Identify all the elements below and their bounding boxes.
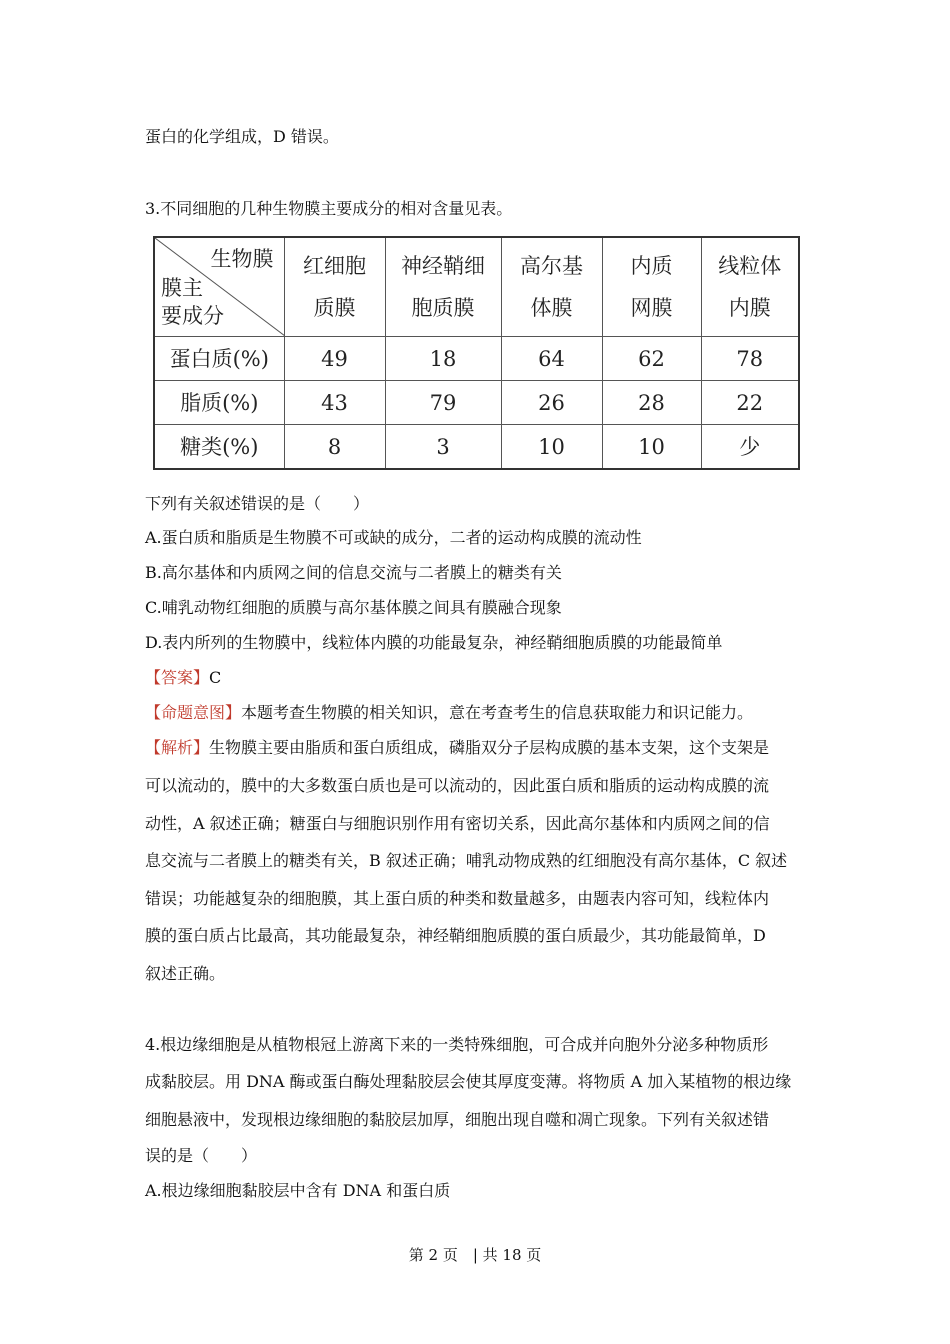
question-3-stem: 下列有关叙述错误的是（ ）	[145, 494, 370, 513]
table-cell: 10	[602, 425, 701, 470]
table-cell: 22	[701, 381, 799, 425]
question-4-line: 4.根边缘细胞是从植物根冠上游离下来的一类特殊细胞，可合成并向胞外分泌多种物质形	[145, 1035, 769, 1054]
intent-line: 【命题意图】本题考查生物膜的相关知识，意在考查考生的信息获取能力和识记能力。	[145, 703, 754, 722]
option-d: D.表内所列的生物膜中，线粒体内膜的功能最复杂，神经鞘细胞质膜的功能最简单	[145, 633, 723, 652]
corner-bottom-label: 膜主 要成分	[161, 276, 224, 328]
table-cell: 79	[385, 381, 501, 425]
membrane-composition-table	[153, 236, 800, 470]
option-b: B.高尔基体和内质网之间的信息交流与二者膜上的糖类有关	[145, 563, 562, 582]
analysis-line: 可以流动的，膜中的大多数蛋白质也是可以流动的，因此蛋白质和脂质的运动构成膜的流	[145, 776, 770, 795]
analysis-line: 【解析】生物膜主要由脂质和蛋白质组成，磷脂双分子层构成膜的基本支架，这个支架是	[145, 738, 770, 757]
table-cell: 64	[501, 337, 602, 381]
row-label: 蛋白质(%)	[154, 337, 284, 381]
analysis-line: 错误；功能越复杂的细胞膜，其上蛋白质的种类和数量越多，由题表内容可知，线粒体内	[145, 889, 770, 908]
row-label: 脂质(%)	[154, 381, 284, 425]
table-cell: 43	[284, 381, 385, 425]
intent-tag: 【命题意图】	[145, 703, 242, 722]
table-cell: 8	[284, 425, 385, 470]
table-cell: 18	[385, 337, 501, 381]
question-4-line: 细胞悬液中，发现根边缘细胞的黏胶层加厚，细胞出现自噬和凋亡现象。下列有关叙述错	[145, 1110, 770, 1129]
table-cell: 49	[284, 337, 385, 381]
option-a: A.根边缘细胞黏胶层中含有 DNA 和蛋白质	[145, 1181, 451, 1200]
header-cell: 高尔基 体膜	[501, 237, 602, 337]
option-a: A.蛋白质和脂质是生物膜不可或缺的成分，二者的运动构成膜的流动性	[145, 528, 642, 547]
table-cell: 少	[701, 425, 799, 470]
header-cell: 线粒体 内膜	[701, 237, 799, 337]
table-row	[154, 381, 799, 425]
answer-value: C	[209, 668, 222, 687]
question-4-line: 成黏胶层。用 DNA 酶或蛋白酶处理黏胶层会使其厚度变薄。将物质 A 加入某植物的根边缘	[145, 1072, 792, 1091]
table-header-row	[154, 237, 799, 337]
text-line: 蛋白的化学组成，D 错误。	[145, 127, 339, 146]
table-row	[154, 425, 799, 470]
table-row	[154, 337, 799, 381]
header-cell: 神经鞘细 胞质膜	[385, 237, 501, 337]
analysis-tag: 【解析】	[145, 738, 210, 757]
table-cell: 10	[501, 425, 602, 470]
option-c: C.哺乳动物红细胞的质膜与高尔基体膜之间具有膜融合现象	[145, 598, 562, 617]
analysis-line: 叙述正确。	[145, 964, 226, 983]
corner-top-label: 生物膜	[210, 247, 274, 271]
table-corner-cell	[154, 237, 284, 337]
analysis-line: 膜的蛋白质占比最高，其功能最复杂，神经鞘细胞质膜的蛋白质最少，其功能最简单，D	[145, 926, 766, 945]
table-cell: 26	[501, 381, 602, 425]
table-cell: 62	[602, 337, 701, 381]
question-4-line: 误的是（ ）	[145, 1146, 258, 1165]
analysis-line: 息交流与二者膜上的糖类有关，B 叙述正确；哺乳动物成熟的红细胞没有高尔基体，C 叙述	[145, 851, 788, 870]
question-3-title: 3.不同细胞的几种生物膜主要成分的相对含量见表。	[145, 199, 513, 218]
page-footer: 第 2 页 | 共 18 页	[408, 1246, 542, 1264]
table-cell: 78	[701, 337, 799, 381]
header-cell: 内质 网膜	[602, 237, 701, 337]
answer-tag: 【答案】	[145, 668, 210, 687]
table-cell: 3	[385, 425, 501, 470]
table-cell: 28	[602, 381, 701, 425]
analysis-line: 动性，A 叙述正确；糖蛋白与细胞识别作用有密切关系，因此高尔基体和内质网之间的信	[145, 814, 770, 833]
header-cell: 红细胞 质膜	[284, 237, 385, 337]
row-label: 糖类(%)	[154, 425, 284, 470]
answer-line	[145, 668, 221, 688]
